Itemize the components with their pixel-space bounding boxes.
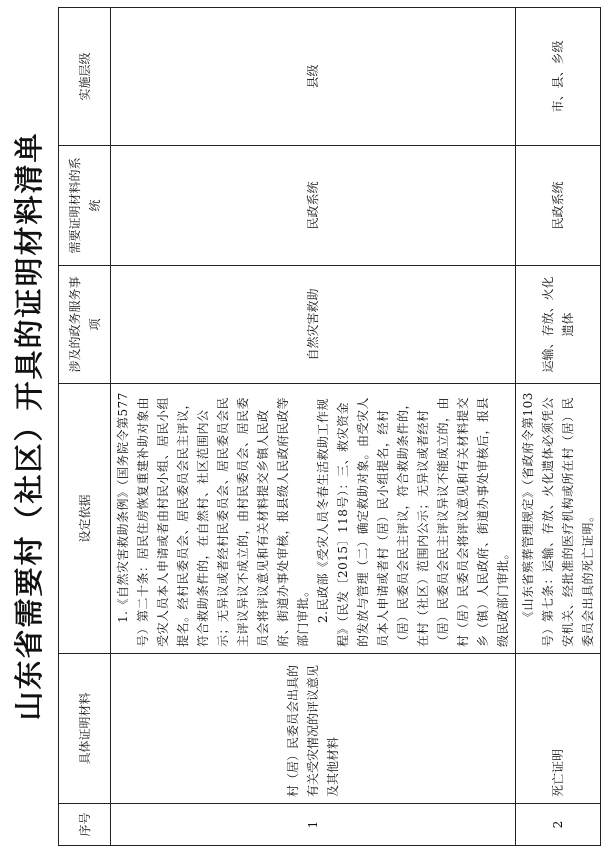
table-row (111, 8, 516, 846)
row-basis (111, 384, 516, 654)
row-system: 民政系统 (516, 146, 601, 266)
header-level: 实施层级 (59, 8, 111, 146)
header-system: 需要证明材料的系统 (59, 146, 111, 266)
basis-paragraph: 1.《自然灾害救助条例》（国务院令第577号）第二十条：居民住房恢复重建补助对象由受灾人员本人申请或者由村民小组、居民小组提名。经村民委员会、居民委员会民主评议，符合救助条件的，在自然村、社区范围内公示；无异议或者经村民委员会、居民委员会民主评议异议不成立的，由村民委员会、居民委员会将评议意见和有关材料提交乡镇人民政府、街道办事处审核，报县级人民政府民政等部门审批。 (116, 392, 310, 647)
table-header-row (59, 8, 111, 846)
table-row (516, 8, 601, 846)
row-level: 县级 (111, 8, 516, 146)
row-service: 自然灾害救助 (111, 266, 516, 384)
header-material: 具体证明材料 (59, 654, 111, 804)
header-seq: 序号 (59, 804, 111, 846)
row-material: 村（居）民委员会出具的有关受灾情况的评议意见及其他材料 (111, 654, 516, 804)
row-material: 死亡证明 (516, 654, 601, 804)
row-seq: 2 (516, 804, 601, 846)
row-level: 市、县、乡级 (516, 8, 601, 146)
row-seq: 1 (111, 804, 516, 846)
header-basis: 设定依据 (59, 384, 111, 654)
certificate-table (58, 8, 595, 846)
basis-paragraph: 《山东省殡葬管理规定》（省政府令第103号）第七条：运输、存放、火化遗体必须凭公安机关、经批准的医疗机构或所在村（居）民委员会出具的死亡证明。 (521, 392, 595, 647)
row-system: 民政系统 (111, 146, 516, 266)
basis-paragraph: 2.民政部《受灾人员冬春生活救助工作规程》（民发〔2015〕118号）：三、救灾资金的发放与管理（二）确定救助对象。由受灾人员本人申请或者村（居）民小组提名，经村（居）民委员会民主评议，符合救助条件的，在村（社区）范围内公示；无异议或者经村（居）民委员会民主评议异议不能成立的，由村（居）民委员会将评议意见和有关材料提交乡（镇）人民政府、街道办事处审核后，报县级民政部门审批。 (316, 396, 510, 647)
row-basis (516, 384, 601, 654)
document-title: 山东省需要村（社区）开具的证明材料清单 (12, 131, 46, 721)
header-service: 涉及的政务服务事项 (59, 266, 111, 384)
row-service: 运输、存放、火化遗体 (516, 266, 601, 384)
